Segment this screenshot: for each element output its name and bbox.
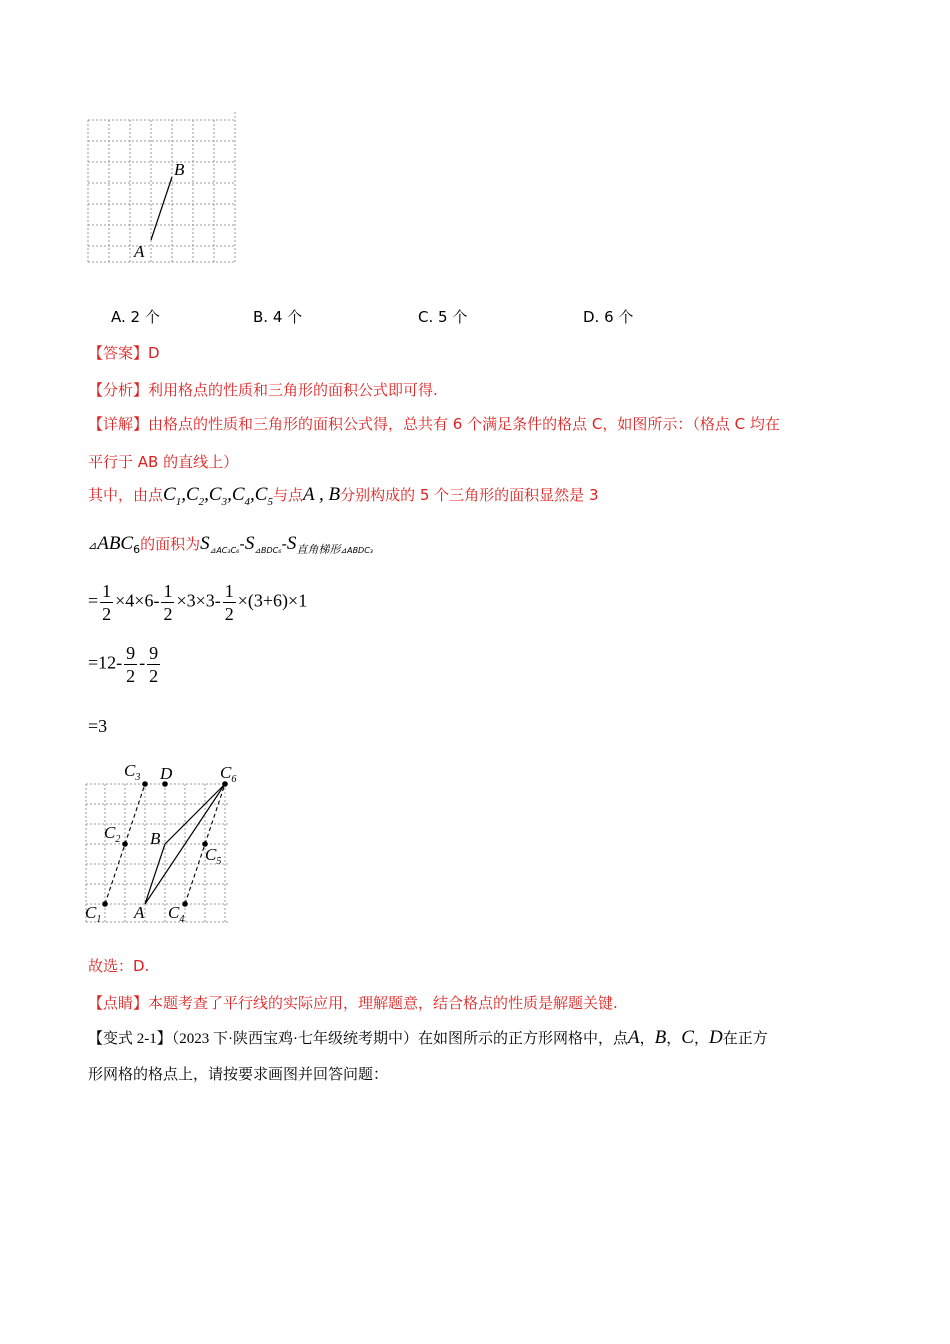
- option-d[interactable]: D. 6 个: [583, 308, 634, 326]
- figure-grid-c-points: [82, 760, 247, 930]
- calc-eq-1: = $\frac{1}{2}$ ×4×6- $\frac{1}{2}$ ×3×3- $\frac{1}{2}$ ×(3+6)×1: [88, 581, 308, 624]
- label-a2: A: [134, 903, 145, 922]
- label-c5: $C_5$: [205, 845, 222, 867]
- variant-source: （2023 下·陕西宝鸡·七年级统考期中）: [171, 1031, 418, 1047]
- analysis-text: 利用格点的性质和三角形的面积公式即可得.: [148, 381, 438, 399]
- label-c6: $C_6$: [220, 763, 237, 785]
- segment-a-b: [145, 844, 165, 904]
- conclusion-line: 故选：D.: [88, 957, 150, 975]
- point-c2: [122, 841, 128, 847]
- label-a: A: [134, 242, 145, 261]
- option-b[interactable]: B. 4 个: [253, 308, 303, 326]
- answer-tag: 【答案】: [88, 344, 149, 362]
- answer-value: D: [148, 344, 160, 362]
- segment-ab: [151, 177, 172, 240]
- comment-text: 本题考查了平行线的实际应用，理解题意，结合格点的性质是解题关键.: [148, 994, 618, 1012]
- calc-eq-3: =3: [88, 716, 108, 736]
- label-b2: B: [150, 829, 161, 848]
- point-c3: [142, 781, 148, 787]
- analysis-line: [88, 379, 438, 400]
- label-d: D: [160, 764, 173, 783]
- comment-line: [88, 992, 618, 1013]
- calc-eq-2: =12- $\frac{9}{2}$ - $\frac{9}{2}$: [88, 643, 159, 686]
- detail-line-1: [88, 413, 780, 434]
- answer-line: [88, 342, 160, 363]
- point-c4: [182, 901, 188, 907]
- detail-line-4: $⊿ABC_6$的面积为$S_{⊿AC_3C_6}-S_{⊿BDC_6}-S_{直角梯形⊿ABDC_3}$: [88, 533, 374, 556]
- label-c1: $C_1$: [85, 903, 102, 925]
- label-b: B: [174, 160, 185, 179]
- label-c2: $C_2$: [104, 823, 121, 845]
- segment-b-c6: [165, 784, 225, 844]
- point-c6: [222, 781, 228, 787]
- variant-line-1: 【变式 2-1】（2023 下·陕西宝鸡·七年级统考期中）在如图所示的正方形网格中，点A，B，C，D在正方: [88, 1027, 768, 1048]
- detail-line-3: 其中，由点$C_1,C_2,C_3,C_4,C_5$与点A , B分别构成的 5 个三角形的面积显然是 3: [88, 484, 599, 508]
- detail-tag: 【详解】: [88, 415, 149, 433]
- analysis-tag: 【分析】: [88, 381, 149, 399]
- option-c[interactable]: C. 5 个: [418, 308, 468, 326]
- comment-tag: 【点睛】: [88, 994, 149, 1012]
- detail-text-2: 平行于 AB 的直线上）: [88, 453, 239, 471]
- grid-lines: [88, 112, 236, 262]
- label-c3: $C_3$: [124, 761, 141, 783]
- label-c4: $C_4$: [168, 903, 185, 925]
- variant-tag: 【变式 2-1】: [88, 1031, 172, 1047]
- variant-line-2: 形网格的格点上，请按要求画图并回答问题：: [88, 1067, 389, 1083]
- figure-grid-ab: [82, 112, 242, 270]
- detail-line-2: [88, 451, 238, 472]
- point-c1: [102, 901, 108, 907]
- option-a[interactable]: A. 2 个: [111, 308, 160, 326]
- detail-text-1: 由格点的性质和三角形的面积公式得，总共有 6 个满足条件的格点 C，如图所示：（格点 C 均在: [148, 415, 780, 433]
- points-c1-c5: $C_1,C_2,C_3,C_4,C_5$: [163, 484, 273, 508]
